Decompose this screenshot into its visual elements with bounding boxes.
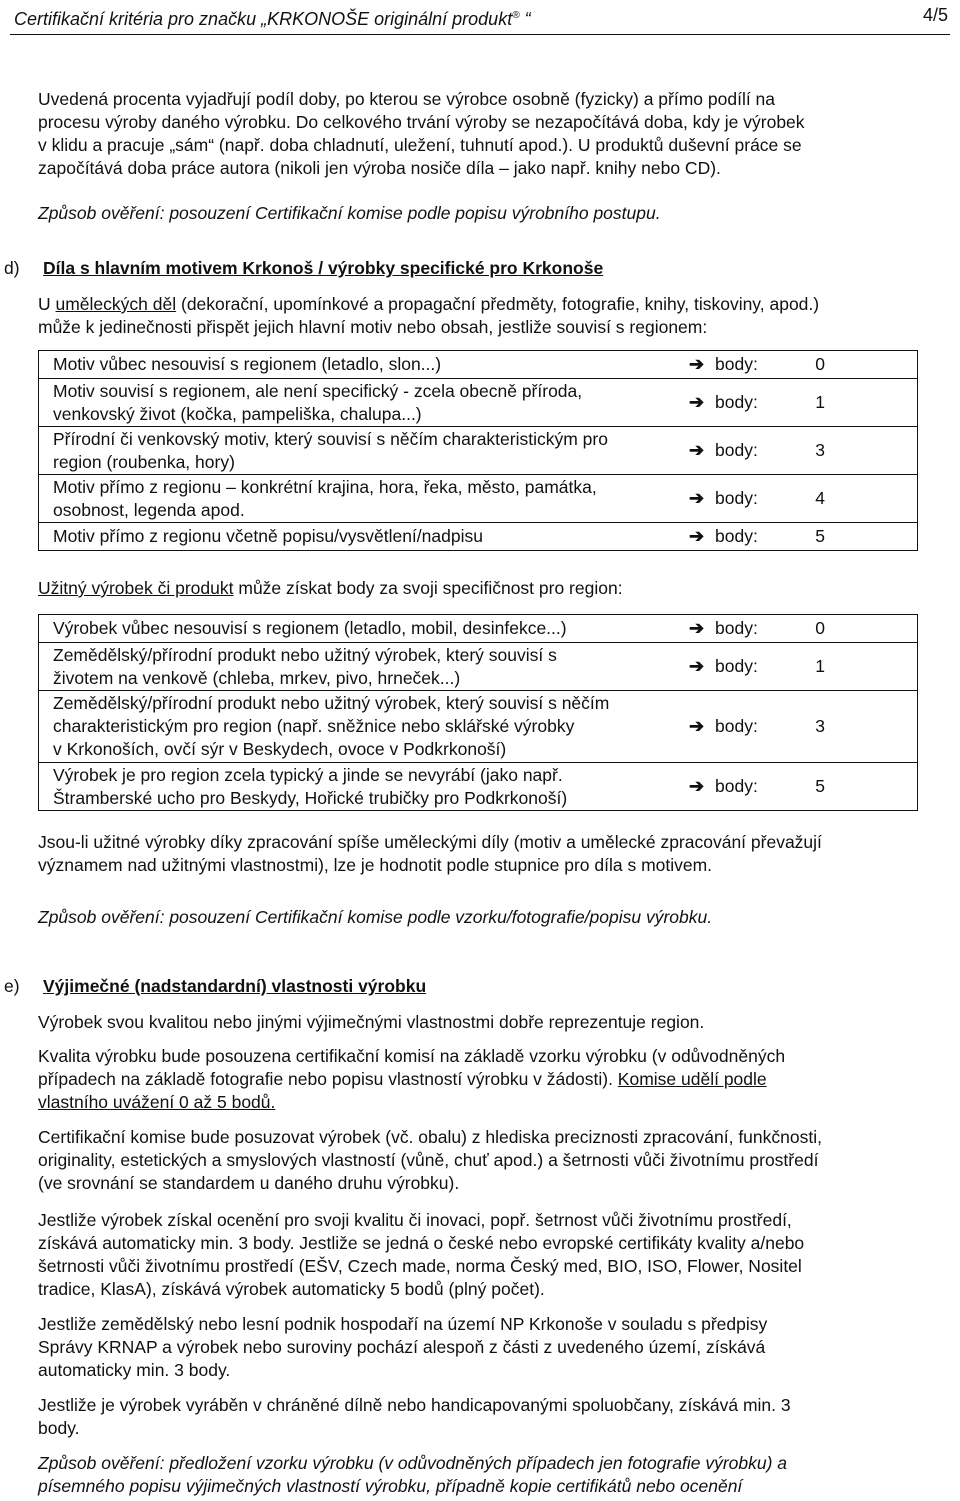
score-description-line: Zemědělský/přírodní produkt nebo užitný výrobek, který souvisí s (53, 644, 557, 665)
points-label: body: (715, 526, 758, 546)
arrow-right-icon: ➔ (689, 354, 705, 374)
registered-mark: ® (512, 10, 520, 21)
arrow-right-icon: ➔ (689, 488, 705, 508)
points-label: body: (715, 618, 758, 638)
score-description (39, 615, 690, 643)
p3-line: Certifikační komise bude posuzovat výrobek (vč. obalu) z hlediska preciznosti zpracování, funkčnosti, (38, 1127, 822, 1147)
arrow-right-icon: ➔ (689, 526, 705, 546)
score-description (39, 351, 690, 379)
page-number: 4/5 (922, 5, 948, 25)
score-points-cell (689, 475, 918, 523)
points-label: body: (715, 488, 758, 508)
arrow-right-icon: ➔ (689, 618, 705, 638)
score-description (39, 643, 690, 691)
score-description-line: Motiv souvisí s regionem, ale není specifický - zcela obecně příroda, (53, 380, 583, 401)
points-rule-underlined: Komise udělí podle (617, 1069, 767, 1089)
points-label: body: (715, 716, 758, 736)
score-points-cell (689, 615, 918, 643)
points-value: 4 (815, 488, 825, 508)
score-description-line: Zemědělský/přírodní produkt nebo užitný výrobek, který souvisí s něčím (53, 693, 610, 713)
points-value: 0 (815, 618, 825, 638)
score-description-line: region (roubenka, hory) (53, 451, 235, 472)
verification-line: Způsob ověření: předložení vzorku výrobku (v odůvodněných případech jen fotografie výrobku) a (38, 1453, 788, 1473)
p2-line: Kvalita výrobku bude posouzena certifikační komisí na základě vzorku výrobku (v odůvodněných (38, 1046, 786, 1066)
points-value: 3 (815, 440, 825, 460)
score-description (39, 475, 690, 523)
points-value: 1 (815, 392, 825, 412)
arrow-right-icon: ➔ (689, 716, 705, 736)
p5-line: Jestliže zemědělský nebo lesní podnik hospodaří na území NP Krkonoše v souladu s předpisy (38, 1314, 768, 1334)
p6-line: body. (38, 1418, 80, 1438)
points-label: body: (715, 656, 758, 676)
p6-line: Jestliže je výrobek vyráběn v chráněné dílně nebo handicapovanými spoluobčany, získává min. 3 (38, 1395, 791, 1415)
score-row (39, 475, 918, 523)
score-description-line: Motiv vůbec nesouvisí s regionem (letadlo, slon...) (53, 354, 442, 374)
score-row (39, 763, 918, 811)
points-label: body: (715, 776, 758, 796)
points-label: body: (715, 440, 758, 460)
header-divider (10, 34, 950, 35)
product-score-table (38, 614, 918, 811)
score-description-line: osobnost, legenda apod. (53, 499, 245, 520)
score-description-line: Přírodní či venkovský motiv, který souvisí s něčím charakteristickým pro (53, 428, 608, 449)
section-d-intro-line: U uměleckých děl (dekorační, upomínkové a propagační předměty, fotografie, knihy, tiskoviny, apod.) (38, 294, 820, 314)
section-e-p1: Výrobek svou kvalitou nebo jinými výjimečnými vlastnostmi dobře reprezentuje region. (38, 1012, 705, 1032)
p3-line: originality, estetických a smyslových vlastností (vůně, chuť apod.) a šetrnosti vůči životnímu prostředí (38, 1150, 819, 1170)
score-description (39, 427, 690, 475)
note-line: významem nad užitnými vlastnostmi), lze je hodnotit podle stupnice pro díla s motivem. (38, 855, 713, 875)
arrow-right-icon: ➔ (689, 656, 705, 676)
score-description (39, 523, 690, 551)
intro-line: Uvedená procenta vyjadřují podíl doby, po kterou se výrobce osobně (fyzicky) a přímo podílí na (38, 89, 776, 109)
arrow-right-icon: ➔ (689, 392, 705, 412)
score-points-cell (689, 643, 918, 691)
section-e-p6 (38, 1394, 918, 1440)
section-e-p2 (38, 1045, 918, 1114)
section-e-label: e) (4, 976, 20, 996)
section-e-verification (38, 1452, 918, 1498)
score-description-line: Štramberské ucho pro Beskydy, Hořické trubičky pro Podkrkonoší) (53, 787, 568, 808)
score-row (39, 615, 918, 643)
score-description-line: Motiv přímo z regionu včetně popisu/vysvětlení/nadpisu (53, 526, 483, 546)
score-points-cell (689, 523, 918, 551)
p5-line: automaticky min. 3 body. (38, 1360, 231, 1380)
p3-line: (ve srovnání se standardem u daného druhu výrobku). (38, 1173, 460, 1193)
section-e-p5 (38, 1313, 918, 1382)
score-description-line: charakteristickým pro region (např. sněžnice nebo sklářské výrobky (53, 716, 575, 736)
p2-line: případech na základě fotografie nebo popisu vlastností výrobku v žádosti). Komise udělí podle (38, 1069, 767, 1089)
intro-line: v klidu a pracuje „sám“ (např. doba chladnutí, uležení, tuhnutí apod.). U produktů duševní práce se (38, 135, 802, 155)
points-value: 5 (815, 776, 825, 796)
score-description-line: v Krkonoších, ovčí sýr v Beskydech, ovoce v Podkrkonoší) (53, 739, 507, 759)
p2-line: vlastního uvážení 0 až 5 bodů. (38, 1092, 276, 1112)
score-row (39, 427, 918, 475)
score-description-line: Výrobek vůbec nesouvisí s regionem (letadlo, mobil, desinfekce...) (53, 618, 567, 638)
score-points-cell (689, 379, 918, 427)
score-description-line: venkovský život (kočka, pampeliška, chalupa...) (53, 403, 422, 424)
p4-line: získává automaticky min. 3 body. Jestliže se jedná o české nebo evropské certifikáty kvality a/nebo (38, 1233, 805, 1253)
artworks-term: uměleckých děl (55, 294, 177, 314)
points-value: 0 (815, 354, 825, 374)
points-value: 3 (815, 716, 825, 736)
section-d-label: d) (4, 258, 20, 278)
score-points-cell (689, 691, 918, 763)
verification-line: písemného popisu výjimečných vlastností výrobku, případně kopie certifikátů nebo ocenění (38, 1476, 743, 1496)
motif-score-table (38, 350, 918, 551)
arrow-right-icon: ➔ (689, 440, 705, 460)
section-d-intro (38, 293, 918, 339)
p4-line: šetrnosti vůči životnímu prostředí (EŠV, Czech made, norma Český med, BIO, ISO, Flower, Nositel (38, 1256, 802, 1276)
points-value: 1 (815, 656, 825, 676)
score-row (39, 523, 918, 551)
arrow-right-icon: ➔ (689, 776, 705, 796)
useful-product-intro: Užitný výrobek či produkt může získat body za svoji specifičnost pro region: (38, 578, 623, 598)
score-description-line: životem na venkově (chleba, mrkev, pivo, hrneček...) (53, 667, 461, 688)
section-d-heading: Díla s hlavním motivem Krkonoš / výrobky specifické pro Krkonoše (43, 258, 604, 278)
score-points-cell (689, 763, 918, 811)
points-label: body: (715, 354, 758, 374)
header-title: Certifikační kritéria pro značku „KRKONOŠE originální produkt® “ (14, 9, 531, 29)
points-value: 5 (815, 526, 825, 546)
intro-paragraph (38, 88, 918, 180)
section-e-heading: Výjimečné (nadstandardní) vlastnosti výrobku (43, 976, 427, 996)
section-e-p4 (38, 1209, 918, 1301)
section-d-note (38, 831, 918, 877)
score-points-cell (689, 351, 918, 379)
section-d-verification: Způsob ověření: posouzení Certifikační komise podle vzorku/fotografie/popisu výrobku. (38, 907, 713, 927)
note-line: Jsou-li užitné výrobky díky zpracování spíše uměleckými díly (motiv a umělecké zpracování převažují (38, 832, 822, 852)
page-header (0, 0, 960, 38)
intro-verification: Způsob ověření: posouzení Certifikační komise podle popisu výrobního postupu. (38, 203, 661, 223)
score-row (39, 379, 918, 427)
p4-line: tradice, KlasA), získává výrobek automaticky 5 bodů (plný počet). (38, 1279, 545, 1299)
intro-line: započítává doba práce autora (nikoli jen výroba nosiče díla – jako např. knihy nebo CD). (38, 158, 721, 178)
score-description-line: Motiv přímo z regionu – konkrétní krajina, hora, řeka, město, památka, (53, 476, 597, 497)
section-d-intro-line: může k jedinečnosti přispět jejich hlavní motiv nebo obsah, jestliže souvisí s regionem: (38, 317, 708, 337)
score-description-line: Výrobek je pro region zcela typický a jinde se nevyrábí (jako např. (53, 764, 563, 785)
useful-product-term: Užitný výrobek či produkt (38, 578, 234, 598)
score-description (39, 763, 690, 811)
score-row (39, 351, 918, 379)
points-label: body: (715, 392, 758, 412)
intro-line: procesu výroby daného výrobku. Do celkového trvání výroby se nezapočítává doba, kdy je výrobek (38, 112, 805, 132)
score-points-cell (689, 427, 918, 475)
p5-line: Správy KRNAP a výrobek nebo suroviny pochází alespoň z části z uvedeného území, získává (38, 1337, 766, 1357)
score-description (39, 379, 690, 427)
score-row (39, 643, 918, 691)
section-e-p3 (38, 1126, 918, 1195)
p4-line: Jestliže výrobek získal ocenění pro svoji kvalitu či inovaci, popř. šetrnost vůči životnímu prostředí, (38, 1210, 792, 1230)
score-row (39, 691, 918, 763)
score-description (39, 691, 690, 763)
